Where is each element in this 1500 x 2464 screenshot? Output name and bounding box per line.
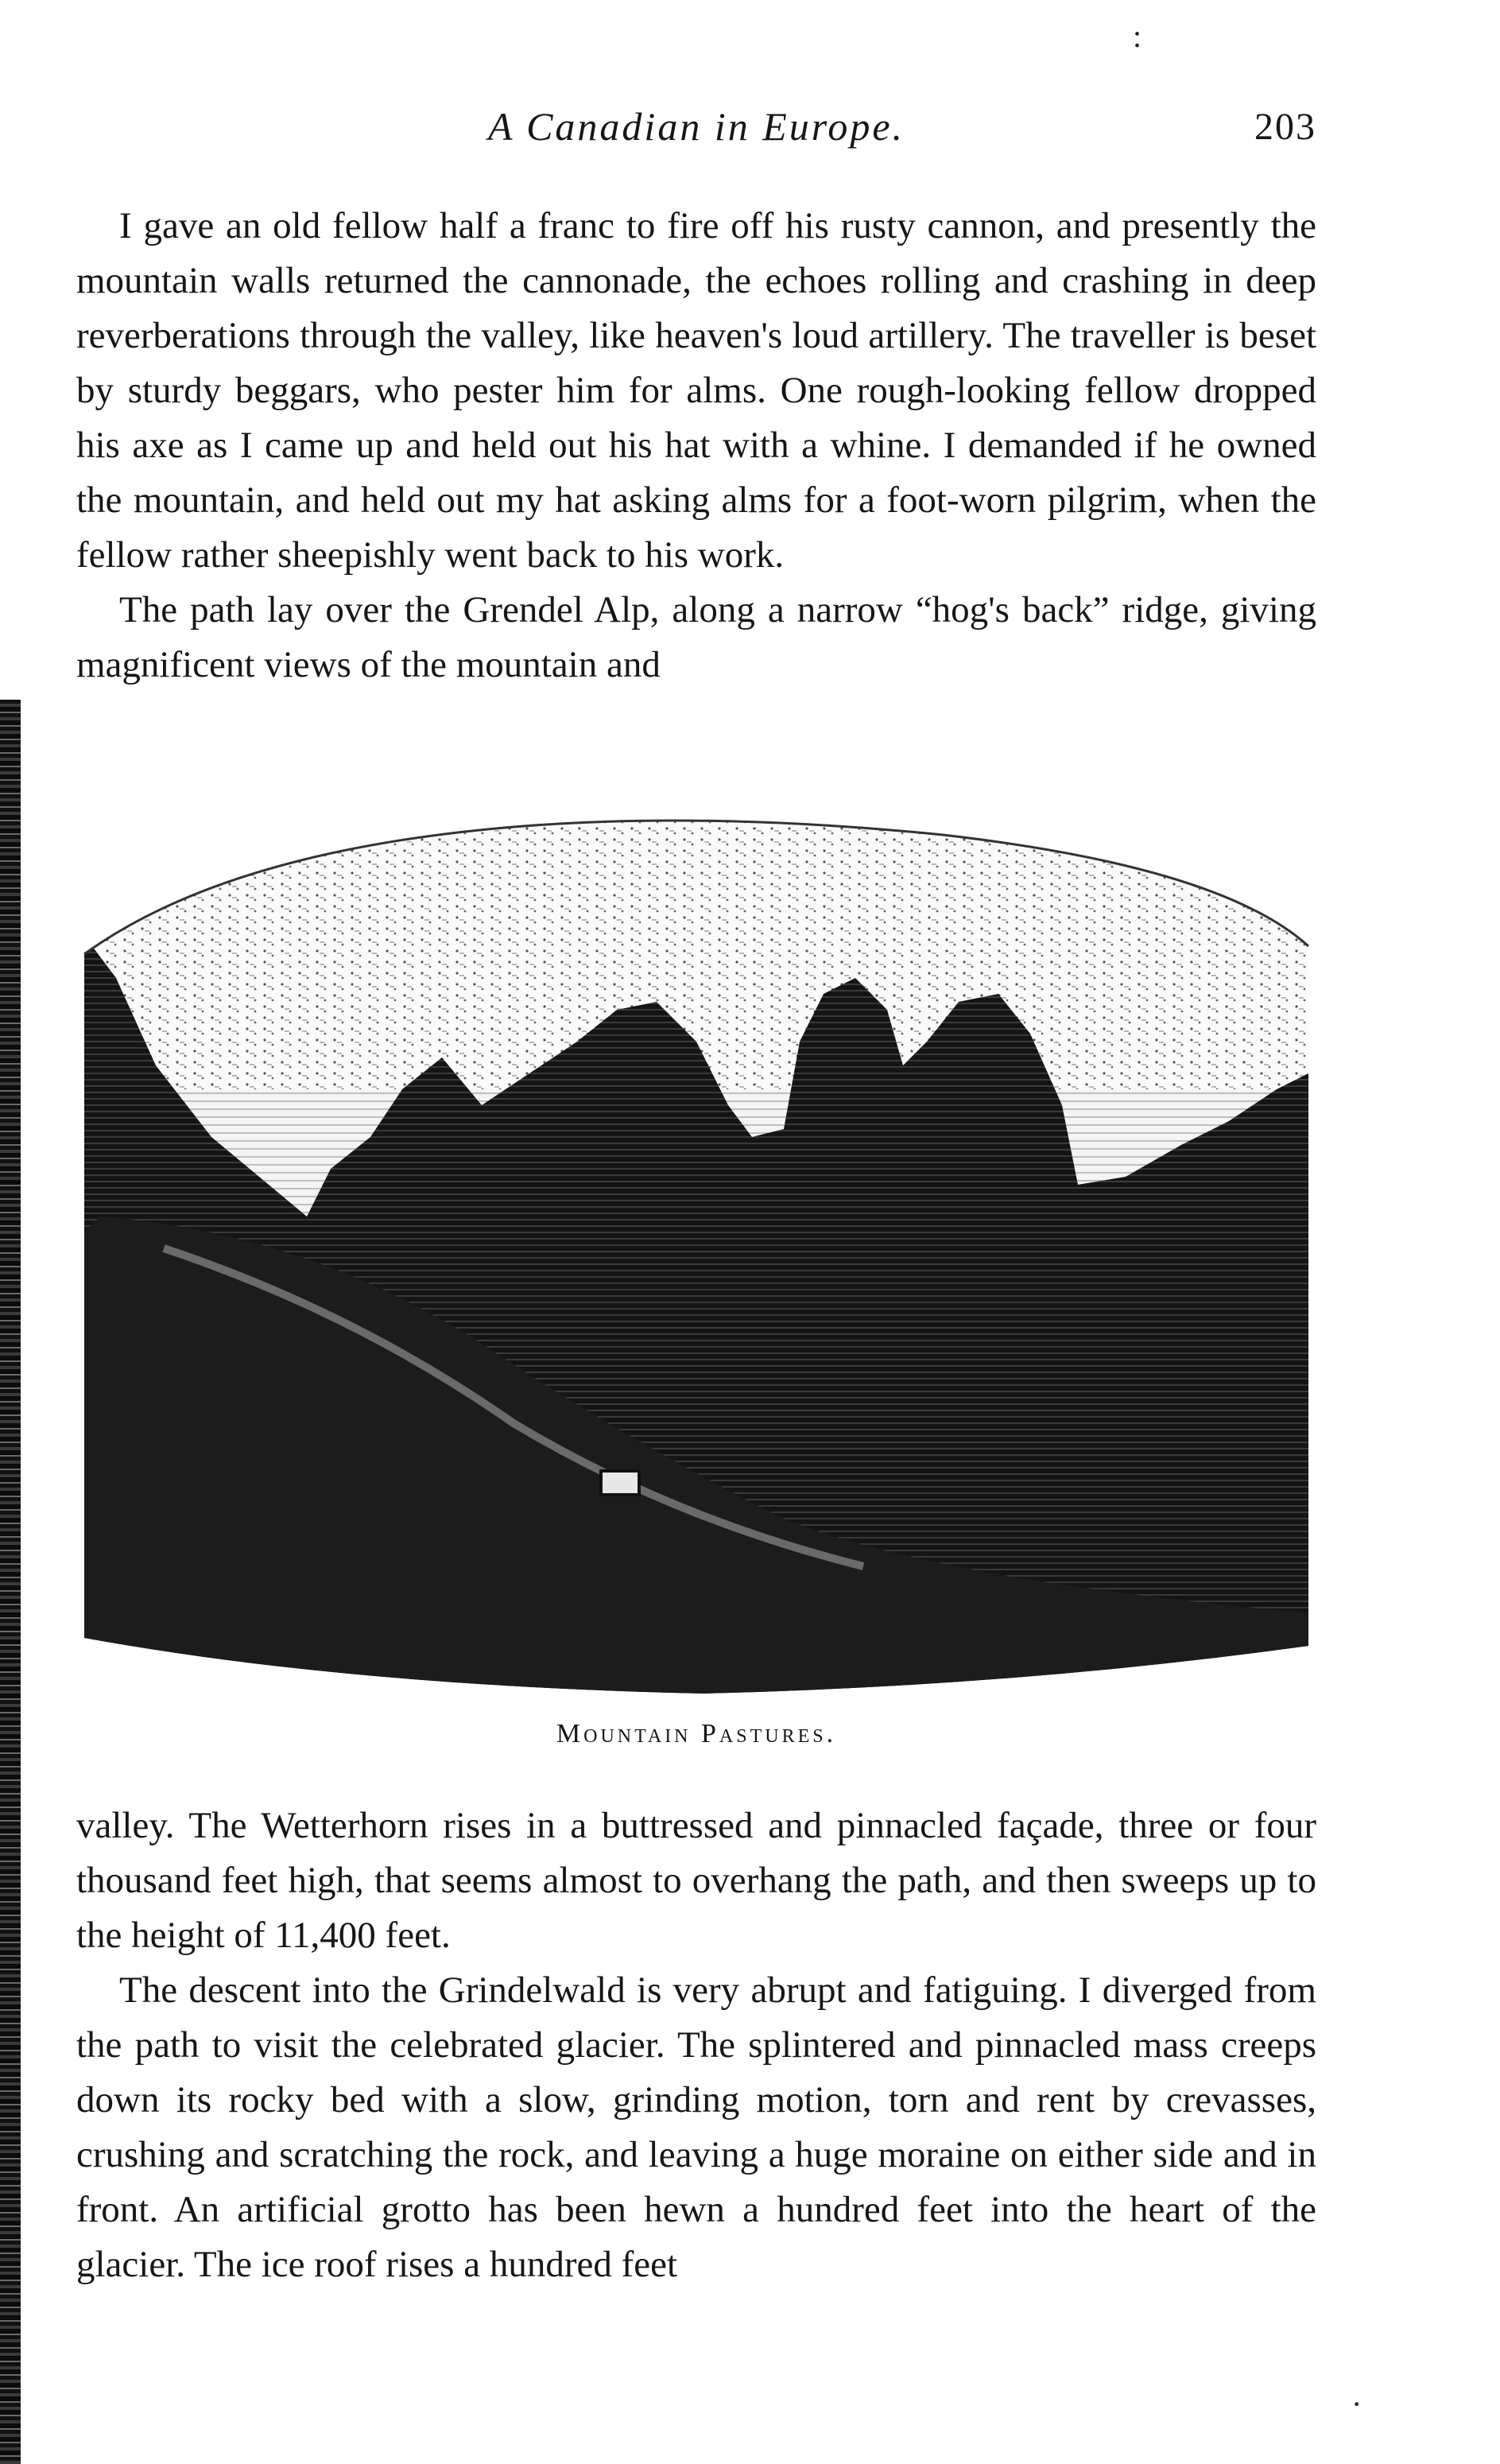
paragraph-grindelwald: The descent into the Grindelwald is very abrupt and fatiguing. I diverged from the path to visit the celebrated glacier. The splintered and pinnacled mass creeps down its rocky bed with a slow, grinding motion, torn and rent by crevasses, crushing and scratching the rock, and leaving a huge moraine on either side and in front. An artificial grotto has been hewn a hundred feet into the heart of the glacier. The ice roof rises a hundred feet bbox=[76, 1969, 1316, 2285]
page-number: 203 bbox=[1254, 106, 1316, 148]
illustration-caption: Mountain Pastures. bbox=[556, 1719, 837, 1748]
bottom-text-block bbox=[76, 1799, 1316, 2292]
chalet bbox=[601, 1471, 639, 1495]
print-mark: : bbox=[1133, 18, 1142, 54]
top-text-block bbox=[76, 199, 1316, 693]
mountain-pastures-engraving bbox=[68, 803, 1324, 1709]
paragraph-grendel-alp: The path lay over the Grendel Alp, along a narrow “hog's back” ridge, giving magnificent views of the mountain and bbox=[76, 589, 1316, 685]
page-header bbox=[76, 103, 1316, 159]
running-title: A Canadian in Europe. bbox=[487, 104, 905, 149]
paragraph-cannon: I gave an old fellow half a franc to fire off his rusty cannon, and presently the mountain walls returned the cannonade, the echoes rolling and crashing in deep reverberations through the valley, like heaven's loud artillery. The traveller is beset by sturdy beggars, who pester him for alms. One rough-looking fellow dropped his axe as I came up and held out his hat with a whine. I demanded if he owned the mountain, and held out my hat asking alms for a foot-worn pilgrim, when the fellow rather sheepishly went back to his work. bbox=[76, 205, 1316, 576]
book-spine-edge bbox=[0, 700, 21, 2464]
paragraph-wetterhorn: valley. The Wetterhorn rises in a buttressed and pinnacled façade, three or four thousand feet high, that seems almost to overhang the path, and then sweeps up to the height of 11,400 feet. bbox=[76, 1805, 1316, 1956]
print-dot: · bbox=[1351, 2386, 1362, 2422]
